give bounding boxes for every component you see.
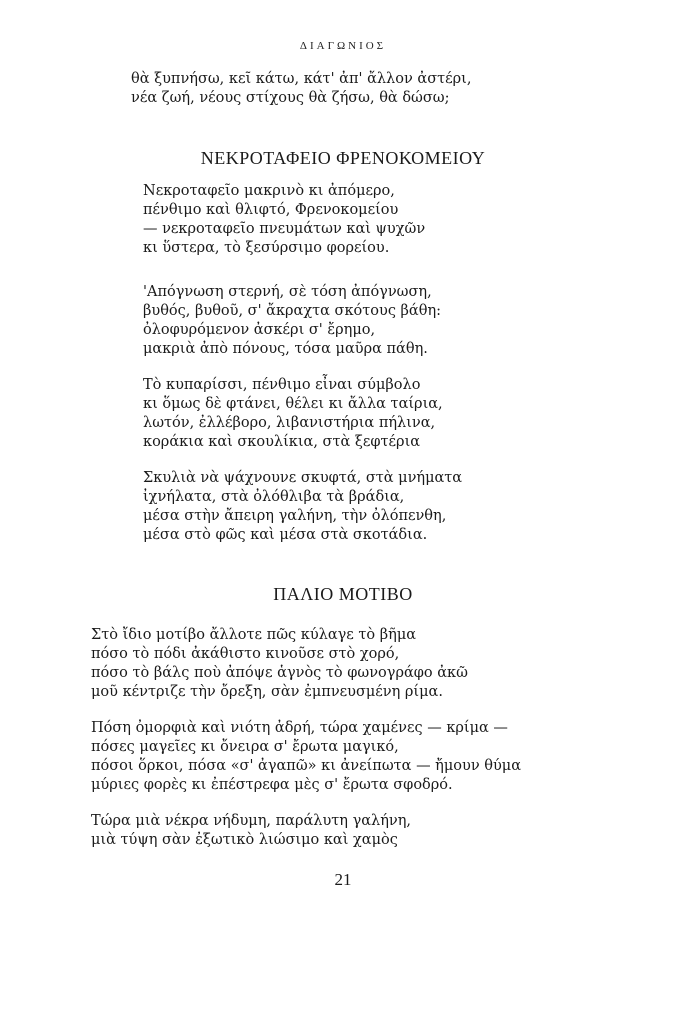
verse-line: μύριες φορὲς κι ἐπέστρεφα μὲς σ' ἔρωτα σφοδρό. bbox=[91, 777, 453, 793]
verse-line: μέσα στὸ φῶς καὶ μέσα στὰ σκοτάδια. bbox=[143, 527, 428, 543]
verse-line: Τώρα μιὰ νέκρα νήδυμη, παράλυτη γαλήνη, bbox=[91, 813, 412, 829]
verse-line: ἰχνήλατα, στὰ ὀλόθλιβα τὰ βράδια, bbox=[143, 489, 405, 505]
poem2-stanza-2 bbox=[91, 719, 521, 795]
verse-line: πόσο τὸ βάλς ποὺ ἀπόψε ἁγνὸς τὸ φωνογράφο ἀκῶ bbox=[91, 665, 468, 681]
verse-line: μιὰ τύψη σὰν ἐξωτικὸ λιώσιμο καὶ χαμὸς bbox=[91, 832, 398, 848]
verse-line: κι ὅμως δὲ φτάνει, θέλει κι ἄλλα ταίρια, bbox=[143, 396, 443, 412]
page-number: 21 bbox=[334, 870, 352, 889]
opening-stanza bbox=[131, 70, 471, 108]
running-head: ΔΙΑΓΩΝΙΟΣ bbox=[299, 40, 387, 52]
verse-line: Σκυλιὰ νὰ ψάχνουνε σκυφτά, στὰ μνήματα bbox=[143, 470, 463, 486]
verse-line: — νεκροταφεῖο πνευμάτων καὶ ψυχῶν bbox=[143, 221, 426, 237]
verse-line: νέα ζωή, νέους στίχους θὰ ζήσω, θὰ δώσω; bbox=[131, 90, 450, 106]
verse-line: Πόση ὀμορφιὰ καὶ νιότη ἀδρή, τώρα χαμένες — κρίμα — bbox=[91, 720, 508, 736]
verse-line: Νεκροταφεῖο μακρινὸ κι ἀπόμερο, bbox=[143, 183, 395, 199]
verse-line: θὰ ξυπνήσω, κεῖ κάτω, κάτ' ἀπ' ἄλλον ἀστέρι, bbox=[131, 71, 472, 87]
poem-title-1: ΝΕΚΡΟΤΑΦΕΙΟ ΦΡΕΝΟΚΟΜΕΙΟΥ bbox=[200, 148, 486, 168]
poem2-stanza-3 bbox=[91, 812, 411, 850]
poem2-stanza-1 bbox=[91, 626, 468, 702]
verse-line: πόσοι ὅρκοι, πόσα «σ' ἀγαπῶ» κι ἀνείπωτα — ἤμουν θύμα bbox=[91, 758, 522, 774]
poem1-stanza-3 bbox=[143, 376, 443, 452]
verse-line: κοράκια καὶ σκουλίκια, στὰ ξεφτέρια bbox=[143, 434, 421, 450]
poem1-stanza-4 bbox=[143, 469, 462, 545]
verse-line: ὀλοφυρόμενον ἀσκέρι σ' ἔρημο, bbox=[143, 322, 376, 338]
verse-line: 'Απόγνωση στερνή, σὲ τόση ἀπόγνωση, bbox=[143, 284, 432, 300]
poem1-stanza-2 bbox=[143, 283, 441, 359]
verse-line: μέσα στὴν ἄπειρη γαλήνη, τὴν ὀλόπενθη, bbox=[143, 508, 447, 524]
verse-line: πόσες μαγεῖες κι ὄνειρα σ' ἔρωτα μαγικό, bbox=[91, 739, 399, 755]
verse-line: βυθός, βυθοῦ, σ' ἄκραχτα σκότους βάθη: bbox=[143, 303, 442, 319]
poem-title-2: ΠΑΛΙΟ ΜΟΤΙΒΟ bbox=[273, 584, 413, 604]
verse-line: μοῦ κέντριζε τὴν ὄρεξη, σὰν ἐμπνευσμένη ρίμα. bbox=[91, 684, 443, 700]
verse-line: πένθιμο καὶ θλιφτό, Φρενοκομείου bbox=[143, 202, 399, 218]
poem1-stanza-1 bbox=[143, 182, 425, 258]
verse-line: Στὸ ἴδιο μοτίβο ἄλλοτε πῶς κύλαγε τὸ βῆμα bbox=[91, 627, 417, 643]
verse-line: πόσο τὸ πόδι ἀκάθιστο κινοῦσε στὸ χορό, bbox=[91, 646, 400, 662]
verse-line: λωτόν, ἐλλέβορο, λιβανιστήρια πήλινα, bbox=[143, 415, 436, 431]
verse-line: μακριὰ ἀπὸ πόνους, τόσα μαῦρα πάθη. bbox=[143, 341, 428, 357]
verse-line: Τὸ κυπαρίσσι, πένθιμο εἶναι σύμβολο bbox=[143, 377, 421, 393]
verse-line: κι ὕστερα, τὸ ξεσύρσιμο φορείου. bbox=[143, 240, 390, 256]
